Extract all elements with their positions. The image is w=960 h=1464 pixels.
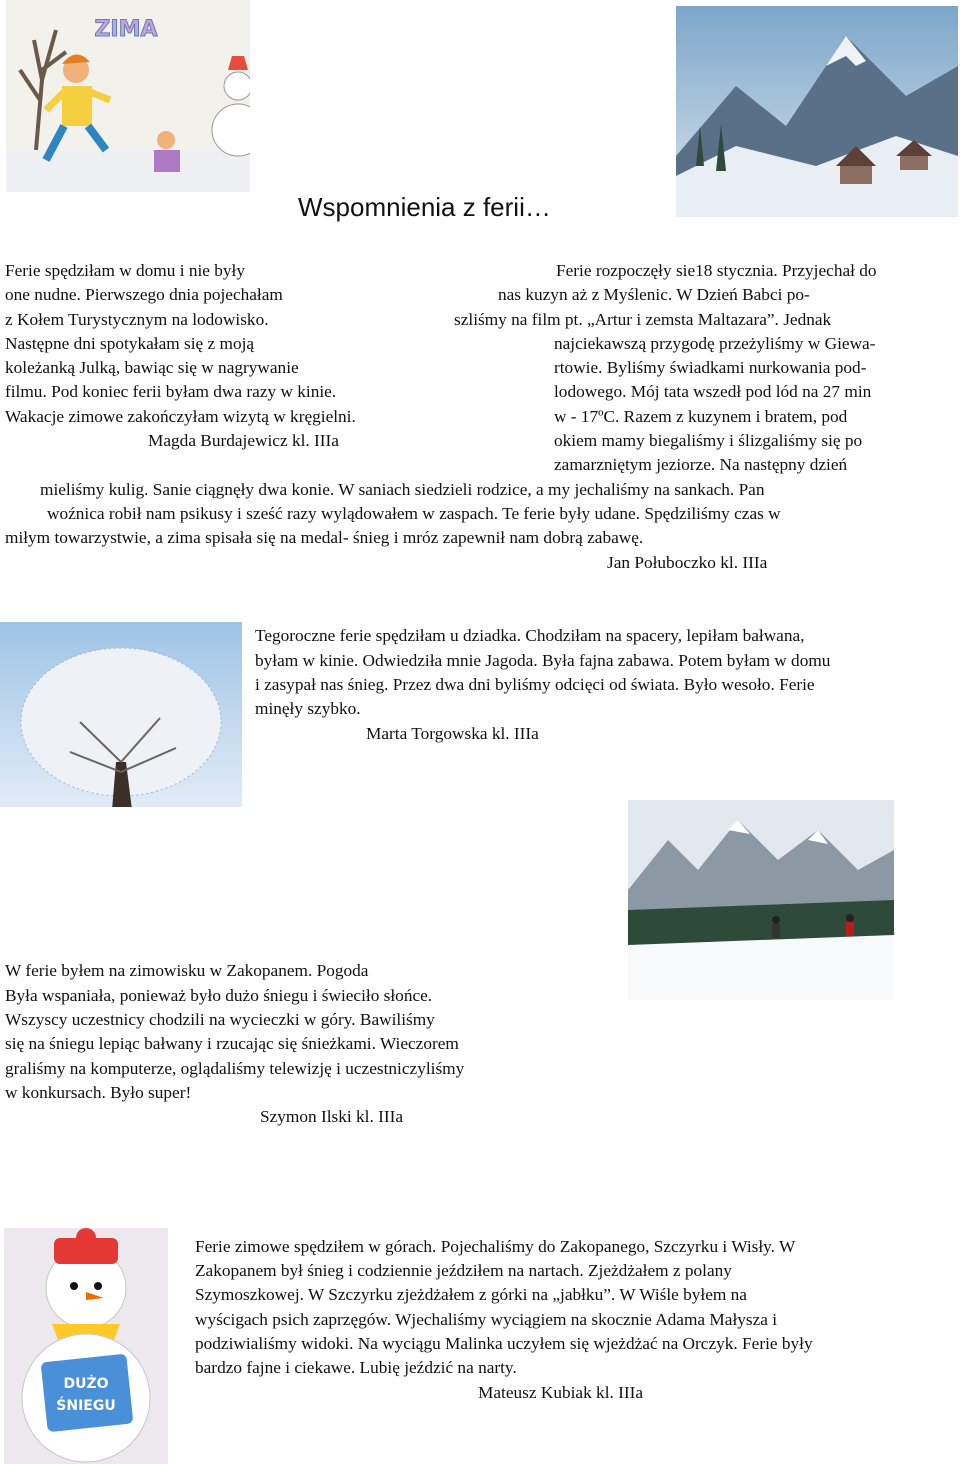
text-line: zamarzniętym jeziorze. Na następny dzień [554, 455, 848, 474]
text-line: miłym towarzystwie, a zima spisała się na medal- śnieg i mróz zapewnił nam dobrą zabawę. [5, 528, 644, 547]
snowman-cutout-photo [4, 1228, 168, 1464]
text-line: najciekawszą przygodę przeżyliśmy w Giewa- [554, 334, 876, 353]
text-line: Ferie rozpoczęły sie18 stycznia. Przyjechał do [556, 261, 877, 280]
text-line: i zasypał nas śnieg. Przez dwa dni byliśmy odcięci od świata. Było wesoło. Ferie [255, 675, 815, 694]
mountain-painting [676, 6, 958, 217]
text-line: Tegoroczne ferie spędziłam u dziadka. Chodziłam na spacery, lepiłam bałwana, [255, 626, 805, 645]
text-line: Zakopanem był śnieg i codziennie jeździłem na nartach. Zjeżdżałem z polany [195, 1261, 732, 1280]
text-line: w - 17ºC. Razem z kuzynem i bratem, pod [554, 407, 848, 426]
badge-line-1: DUŻO [63, 1376, 109, 1392]
text-line: w konkursach. Było super! [5, 1083, 192, 1102]
text-line: rtowie. Byliśmy świadkami nurkowania pod- [554, 358, 867, 377]
text-line: W ferie byłem na zimowisku w Zakopanem. Pogoda [5, 961, 369, 980]
page-title: Wspomnienia z ferii… [298, 192, 551, 222]
text-line: Wakacje zimowe zakończyłam wizytą w kręgielni. [5, 407, 356, 426]
author-signature: Marta Torgowska kl. IIIa [366, 724, 539, 743]
author-signature: Magda Burdajewicz kl. IIIa [148, 431, 339, 450]
text-line: okiem mamy biegaliśmy i ślizgaliśmy się po [554, 431, 863, 450]
frosted-tree-photo [0, 622, 242, 822]
text-line: bardzo fajne i ciekawe. Lubię jeździć na narty. [195, 1358, 517, 1377]
text-line: z Kołem Turystycznym na lodowisko. [5, 310, 269, 329]
text-line: szliśmy na film pt. „Artur i zemsta Maltazara”. Jednak [454, 310, 832, 329]
text-line: filmu. Pod koniec ferii byłam dwa razy w kinie. [5, 382, 337, 401]
text-line: Ferie spędziłam w domu i nie były [5, 261, 245, 280]
text-line: Ferie zimowe spędziłem w górach. Pojechaliśmy do Zakopanego, Szczyrku i Wisły. W [195, 1237, 796, 1256]
skiing-photo [628, 800, 894, 1000]
text-line: byłam w kinie. Odwiedziła mnie Jagoda. Była fajna zabawa. Potem byłam w domu [255, 651, 831, 670]
text-line: nas kuzyn aż z Myślenic. W Dzień Babci po- [498, 285, 810, 304]
text-line: mieliśmy kulig. Sanie ciągnęły dwa konie. W saniach siedzieli rodzice, a my jechaliśmy na sankach. Pan [40, 480, 765, 499]
text-line: one nudne. Pierwszego dnia pojechałam [5, 285, 283, 304]
text-line: lodowego. Mój tata wszedł pod lód na 27 min [554, 382, 872, 401]
author-signature: Szymon Ilski kl. IIIa [260, 1107, 404, 1126]
text-line: graliśmy na komputerze, oglądaliśmy telewizję i uczestniczyliśmy [5, 1059, 465, 1078]
text-line: Wszyscy uczestnicy chodzili na wycieczki w góry. Bawiliśmy [5, 1010, 435, 1029]
drawing-caption: ZIMA [94, 17, 158, 42]
winter-drawing [6, 0, 250, 192]
text-line: Była wspaniała, ponieważ było dużo śniegu i świeciło słońce. [5, 986, 433, 1005]
author-signature: Mateusz Kubiak kl. IIIa [478, 1383, 644, 1402]
text-line: Następne dni spotykałam się z moją [5, 334, 255, 353]
author-signature: Jan Połuboczko kl. IIIa [607, 553, 768, 572]
text-line: minęły szybko. [255, 699, 361, 718]
text-line: się na śniegu lepiąc bałwany i rzucając się śnieżkami. Wieczorem [5, 1034, 459, 1053]
text-line: woźnica robił nam psikusy i sześć razy wylądowałem w zaspach. Te ferie były udane. Spędziliśmy czas w [47, 504, 781, 523]
text-line: Szymoszkowej. W Szczyrku zjeżdżałem z górki na „jabłku”. W Wiśle byłem na [195, 1285, 747, 1304]
text-line: podziwialiśmy widoki. Na wyciągu Malinka uczyłem się wjeżdżać na Orczyk. Ferie były [195, 1334, 813, 1353]
text-line: wyścigach psich zaprzęgów. Wjechaliśmy wyciągiem na skocznie Adama Małysza i [195, 1310, 778, 1329]
text-line: koleżanką Julką, bawiąc się w nagrywanie [5, 358, 299, 377]
badge-line-2: ŚNIEGU [56, 1398, 116, 1414]
